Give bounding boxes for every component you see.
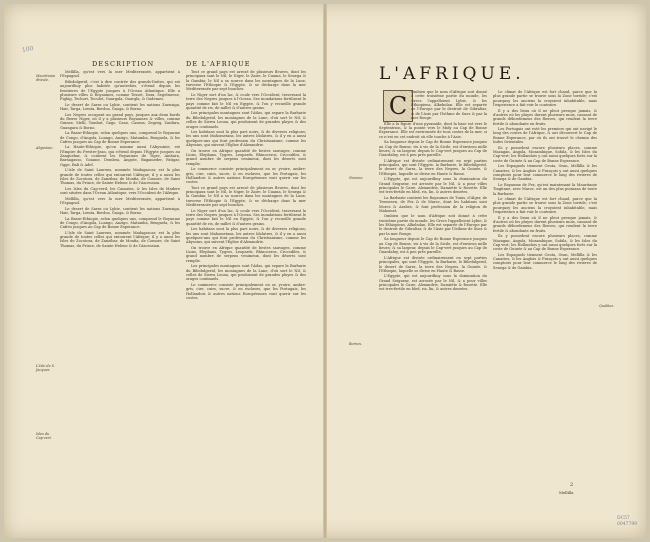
stamp-line: 0047799 [617, 521, 638, 527]
pencil-note: 100 [21, 45, 34, 54]
paragraph: L'Afrique est divisée ordinairement en sept parties principales, qui sont l'Egypte, la Barbarie, le Biledulgerid, le desert de Sarra, la terre des Negres, la Guinée, & l'Ethiopie, laquelle se divise en Haute & Basse. [379, 158, 487, 176]
margin-note: Mauritania divisée. [36, 74, 56, 82]
text-column-1 [60, 70, 180, 518]
margin-note: Abyssinie. [36, 146, 54, 150]
paragraph: Il y a des lieux où il ne pleut presque jamais, & d'autres où les pluyes durent plusieurs mois, causant de grands débordemens des fleuves, qui rendent la terre fertile & abondante en fruits. [493, 215, 597, 233]
paragraph: Le climat de l'Afrique est fort chaud, parce que la plus grande partie se trouve sous la Zone torride; c'est pourquoy les anciens la croyoient inhabitable, mais l'experience a fait voir le contraire. [493, 197, 597, 215]
paragraph: Les Espagnols tiennent Ceuta, Oran, Mellilla & les Canaries; & les Anglois & François y ont aussi quelques comptoirs pour leur commerce le long des rivieres de Senega & de Gambia. [493, 252, 597, 270]
margin-note: Bornes. [349, 342, 363, 346]
paragraph: Le desert de Sarra ou Lybie, contient les nations Zuenziga, Hair, Targa, Lemta, Berdoa, Gaoga, & Borno. [60, 206, 180, 215]
right-page [327, 4, 646, 538]
paragraph: Ombien que le nom d'Afrique soit donné à cette troisième partie du monde, les Grecs l'appelloient Lybie, & les Ethiopiens, Alkebulan. Elle est separée de l'Europe par le destroit de Gibraltar, & de l'Asie par l'Isthme de Suez & par la mer Rouge. [379, 214, 487, 236]
drop-cap-initial: C [383, 90, 413, 122]
page-title: L'AFRIQUE. [379, 64, 525, 84]
paragraph: Mellilla, qu'est vers la mer Mediterranée, appartient à l'Espagnol. [60, 70, 180, 79]
paragraph: Le Royaume de Fez, qu'est maintenant la Mauritanie Tingitane, avec Maroc, est un des plus puissans de toute la Barbarie. [493, 182, 597, 196]
paragraph: L'Egypte, qui est aujourdhuy sous la domination du Grand Seigneur, est arrosée par le Nil, & a pour villes principales le Caire, Alexandrie, Damiette & Rosette. Elle est tres-fertile en bled, ris, lin, & autres denrées. [379, 177, 487, 195]
paragraph: Sa longueur depuis le Cap de Bonne Esperance jusques au Cap de Bonne, vis à vis de la Sicile, est d'environ mille lieues; & sa largeur, depuis le Cap-vert jusques au Cap de Guardafuy, est à peu prés pareille. [379, 237, 487, 255]
paragraph: Biledulgerid, c'est à dire contrée des grands-Dattes, qui est aujourdhuy plus habitée qu'autrefois, s'étend depuis les frontieres de l'Egypte jusques à l'Ocean Atlantique. Elle a plusieurs villes & Royaumes, comme Tesset, Dara, Segelmesse, Fighig, Techort, Teculet, Guargala, Ouargla, & Gademes. [60, 79, 180, 102]
paragraph: La Barbarie contient les Royaumes de Tunis, d'Alger, de Tremesen, de Fez & de Maroc, dont les habitans sont Mores & Arabes, & font profession de la religion de Mahomet. [379, 195, 487, 213]
paragraph: On trouve en Afrique quantité de bestes sauvages, comme Lions, Elephans, Tygres, Leopards, Rhinoceros, Crocodiles, & grand nombre de serpens venimeux, dont les déserts sont remplis. [186, 245, 306, 263]
paragraph: Les Portugais ont esté les premiers qui ont navigé le long des costes de l'Afrique, & ont découvert le Cap de Bonne Esperance, par où ils ont trouvé le chemin des Indes Orientales. [493, 127, 597, 145]
running-head-right: DE L'AFRIQUE [186, 60, 251, 68]
text-column-2 [186, 70, 306, 518]
text-column-1 [379, 90, 487, 490]
stamp-line: DC57 [617, 516, 630, 521]
paragraph: Mellilla, qu'est vers la mer Mediterranée, appartient à l'Espagnol. [60, 196, 180, 206]
running-head-left: DESCRIPTION [92, 60, 155, 68]
paragraph: Les principales montagnes sont l'Atlas, qui separe la Barbarie du Biledulgerid, les montagnes de la Lune, d'où sort le Nil, & celles de Sierra Leona, qui produisent de grandes pluyes & des orages continuels. [186, 111, 306, 129]
page-number: 2 [570, 482, 574, 488]
paragraph: Le Niger sort d'un lac, & coule vers l'Occident, traversant la terre des Negres jusques à l'Ocean. Ses inondations fertilisent le pays comme fait le Nil en Egypte, & l'on y recueille grande quantité de ris, de millet & d'autres grains. [186, 208, 306, 226]
paragraph: La Basse-Ethiopie, selon quelques uns, comprend le Royaume de Congo, d'Angola, Loango, Anzigo, Matamba, Benguela, & les Cafres jusques au Cap de Bonne Esperance. [60, 131, 180, 144]
paragraph: L'Isle de Saint Laurens, nommée Madagascar, est la plus grande de toutes celles qui entourent l'Afrique; il y a aussi les Isles de Zocotora, de Zanzibar, de Monfia, de Comore, de Saint Thomas, du Prince, de Sainte Helene & de l'Ascension. [60, 230, 180, 248]
paragraph: La Haute-Ethiopie, qu'on nomme aussi l'Abyssinie, est l'Empire du Prestre-Jean, qui s'étend depuis l'Egypte jusques au Zanguebar, & contient les Royaumes de Tigre, Amhara, Barnagasso, Goiame, Dembea, Angote, Bagameder, Fatigar, Ogge, Bali & Adel. [60, 145, 180, 167]
paragraph: Les principales montagnes sont l'Atlas, qui separe la Barbarie du Biledulgerid, les montagnes de la Lune, d'où sort le Nil, & celles de Sierra Leona, qui produisent de grandes pluyes & des orages continuels. [186, 264, 306, 282]
paragraph: Tout ce grand pays est arrosé de plusieurs fleuves, dont les principaux sont le Nil, le Niger, le Zaire, le Cuama, le Senega & la Gambia; le Nil a sa source dans les montagnes de la Lune, traverse l'Ethiopie & l'Egypte, & se décharge dans la mer Mediterranée par sept bouches. [186, 70, 306, 92]
paragraph: Elle a la figure d'une pyramide, dont la base est vers le Septentrion, & la pointe vers le Midy au Cap de Bonne Esperance. Elle est environnée de tous costez de la mer, si ce n'est en cet endroit où elle touche à l'Asie. [379, 121, 487, 139]
paragraph: Ombien que le nom d'Afrique soit donné à cette troisième partie du monde, les Grecs l'appelloient Lybie, & les Ethiopiens, Alkebulan. Elle est separée de l'Europe par le destroit de Gibraltar, & de l'Asie par l'Isthme de Suez & par la mer Rouge. [411, 90, 487, 121]
paragraph: L'Afrique est divisée ordinairement en sept parties principales, qui sont l'Egypte, la Barbarie, le Biledulgerid, le desert de Sarra, la terre des Negres, la Guinée, & l'Ethiopie, laquelle se divise en Haute & Basse. [379, 255, 487, 273]
catchword: Mellilla [559, 490, 574, 495]
paragraph: Le desert de Sarra ou Lybie, contient les nations Zuenziga, Hair, Targa, Lemta, Berdoa, Gaoga, & Borno. [60, 102, 180, 112]
paragraph: Le climat de l'Afrique est fort chaud, parce que la plus grande partie se trouve sous la Zone torride; c'est pourquoy les anciens la croyoient inhabitable, mais l'experience a fait voir le contraire. [493, 90, 597, 108]
paragraph: Sa longueur depuis le Cap de Bonne Esperance jusques au Cap de Bonne, vis à vis de la Sicile, est d'environ mille lieues; & sa largeur, depuis le Cap-vert jusques au Cap de Guardafuy, est à peu prés pareille. [379, 140, 487, 158]
margin-note: Qualitez. [599, 304, 615, 308]
center-fold [323, 4, 327, 538]
margin-note: Isles du Cap-vert. [36, 432, 52, 440]
paragraph: L'Egypte, qui est aujourdhuy sous la domination du Grand Seigneur, est arrosée par le Nil, & a pour villes principales le Caire, Alexandrie, Damiette & Rosette. Elle est tres-fertile en bled, ris, lin, & autres denrées. [379, 274, 487, 292]
paragraph: Les Negres occupent un grand pays, jusques aux deux bords du fleuve Niger, où il y a plusieurs Royaumes & villes, comme Guinee, Melli, Tombut, Gago, Cano, Casena, Zegzeg, Zanfara, Guangara & Borno. [60, 112, 180, 130]
paragraph: Le commerce consiste principalement en or, yvoire, ambre-gris, cire, cuirs, sucre, & en esclaves, que les Portugais, les Hollandois & autres nations Européennes vont querir sur les costes. [186, 282, 306, 300]
margin-note: L'Isle de S. Jacques. [36, 364, 55, 372]
left-page [4, 4, 323, 538]
paragraph: La Basse-Ethiopie, selon quelques uns, comprend le Royaume de Congo, d'Angola, Loango, Anzigo, Matamba, Benguela, & les Cafres jusques au Cap de Bonne Esperance. [60, 216, 180, 230]
paragraph: On trouve en Afrique quantité de bestes sauvages, comme Lions, Elephans, Tygres, Leopards, Rhinoceros, Crocodiles, & grand nombre de serpens venimeux, dont les déserts sont remplis. [186, 148, 306, 166]
paragraph: Le Niger sort d'un lac, & coule vers l'Occident, traversant la terre des Negres jusques à l'Ocean. Ses inondations fertilisent le pays comme fait le Nil en Egypte, & l'on y recueille grande quantité de ris, de millet & d'autres grains. [186, 92, 306, 110]
paragraph: Les habitans sont la plus part noirs, & de diverses religions; les uns sont Mahometans, les autres Idolatres, & il y en a aussi quelques-uns qui font profession du Christianisme, comme les Abyssins, qui suivent l'Eglise d'Alexandrie. [186, 227, 306, 245]
paragraph: L'Isle de Saint Laurens, nommée Madagascar, est la plus grande de toutes celles qui entourent l'Afrique; il y a aussi les Isles de Zocotora, de Zanzibar, de Monfia, de Comore, de Saint Thomas, du Prince, de Sainte Helene & de l'Ascension. [60, 168, 180, 186]
text-column-2 [493, 90, 597, 482]
paragraph: Il y a des lieux où il ne pleut presque jamais, & d'autres où les pluyes durent plusieurs mois, causant de grands débordemens des fleuves, qui rendent la terre fertile & abondante en fruits. [493, 108, 597, 126]
paragraph: Les Isles du Cap-verd, les Canaries, & les Isles de Madere sont situées dans l'Ocean Atlantique, vers l'Occident de l'Afrique. [60, 186, 180, 196]
margin-note: Nomme. [349, 176, 364, 180]
paragraph: Le commerce consiste principalement en or, yvoire, ambre-gris, cire, cuirs, sucre, & en esclaves, que les Portugais, les Hollandois & autres nations Européennes vont querir sur les costes. [186, 167, 306, 185]
paragraph: Tout ce grand pays est arrosé de plusieurs fleuves, dont les principaux sont le Nil, le Niger, le Zaire, le Cuama, le Senega & la Gambia; le Nil a sa source dans les montagnes de la Lune, traverse l'Ethiopie & l'Egypte, & se décharge dans la mer Mediterranée par sept bouches. [186, 185, 306, 208]
paragraph: Ils y possedent encore plusieurs places, comme Mazagan, Angola, Mozambique, Sofala, & les Isles du Cap-vert; les Hollandois y ont aussi quelques forts sur la coste de Guinée & au Cap de Bonne Esperance. [493, 145, 597, 163]
paragraph: Ils y possedent encore plusieurs places, comme Mazagan, Angola, Mozambique, Sofala, & les Isles du Cap-vert; les Hollandois y ont aussi quelques forts sur la coste de Guinée & au Cap de Bonne Esperance. [493, 234, 597, 252]
paragraph: Les habitans sont la plus part noirs, & de diverses religions; les uns sont Mahometans, les autres Idolatres, & il y en a aussi quelques-uns qui font profession du Christianisme, comme les Abyssins, qui suivent l'Eglise d'Alexandrie. [186, 130, 306, 148]
catalog-stamp [617, 516, 637, 527]
paragraph: Les Espagnols tiennent Ceuta, Oran, Mellilla & les Canaries; & les Anglois & François y ont aussi quelques comptoirs pour leur commerce le long des rivieres de Senega & de Gambia. [493, 164, 597, 182]
